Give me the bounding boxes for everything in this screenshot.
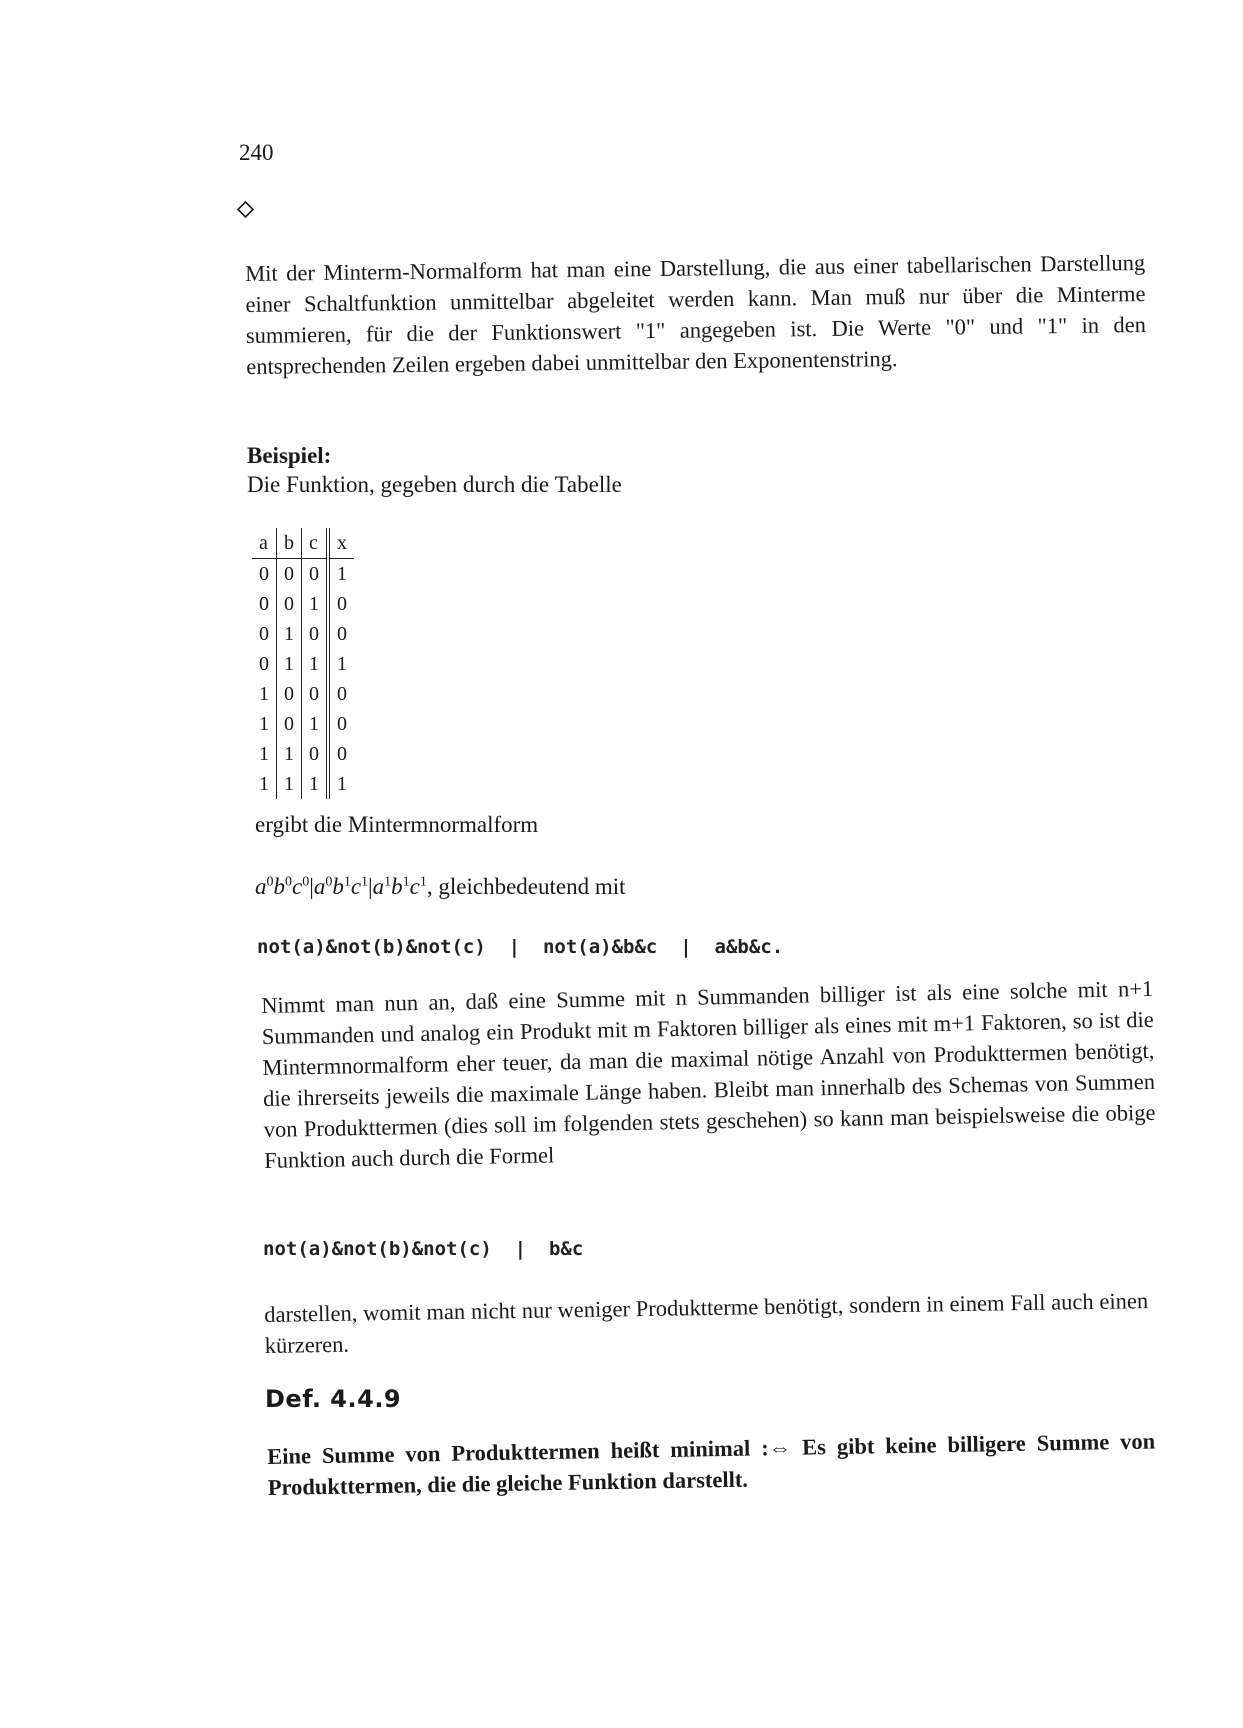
exp: 1 xyxy=(419,874,427,890)
definition-text: Eine Summe von Produkttermen heißt minimal :⇔ Es gibt keine billigere Summe von Produkttermen, die die gleiche Funktion darstellt. xyxy=(267,1428,1156,1500)
exp: 0 xyxy=(285,874,292,890)
cost-paragraph: Nimmt man nun an, daß eine Summe mit n Summanden billiger ist als eine solche mit n+1 Summanden und analog ein Produkt mit m Faktoren billiger als eines mit m+1 Faktoren, so ist die Mintermnormalform eher teuer, da man die maximal nötige Anzahl von Produkttermen benötigt, die ihrerseits jeweils die maximale Länge haben. Bleibt man innerhalb des Schemas von Summen von Produkttermen (dies soll im folgenden stets geschehen) so kann man beispielsweise die obige Funktion auch durch die Formel xyxy=(261,975,1156,1173)
truth-table-header-row xyxy=(252,528,354,559)
cell-x: 0 xyxy=(337,683,347,705)
cell-c: 1 xyxy=(302,589,329,619)
header-x: x xyxy=(328,528,354,559)
cell-a: 1 xyxy=(252,709,277,739)
cell-x: 1 xyxy=(337,563,347,585)
definition-heading: Def. 4.4.9 xyxy=(265,1385,402,1413)
cell-b: 1 xyxy=(277,619,302,649)
var-b: b xyxy=(391,874,403,899)
cell-b: 0 xyxy=(277,709,302,739)
conclusion-paragraph: darstellen, womit man nicht nur weniger Produktterme benötigt, sondern in einem Fall auch einen kürzeren. xyxy=(264,1288,1149,1358)
end-of-proof-diamond-icon xyxy=(237,201,254,218)
var-a: a xyxy=(255,874,267,899)
table-row xyxy=(252,679,354,709)
exp: 0 xyxy=(266,874,274,890)
separator: | xyxy=(309,874,314,899)
table-row xyxy=(252,559,354,590)
cell-b: 0 xyxy=(277,679,302,709)
var-c: c xyxy=(350,874,362,899)
var-a: a xyxy=(372,874,385,899)
table-row xyxy=(252,739,354,769)
page-number: 240 xyxy=(239,140,274,165)
cell-b: 1 xyxy=(277,649,302,679)
minterm-formula xyxy=(255,874,626,900)
formula-suffix: , gleichbedeutend mit xyxy=(426,874,626,899)
var-b: b xyxy=(273,874,285,899)
cell-c: 1 xyxy=(302,769,329,799)
truth-table xyxy=(252,528,354,799)
cell-b: 0 xyxy=(277,559,302,590)
cell-c: 0 xyxy=(302,679,329,709)
cell-x: 1 xyxy=(337,773,347,795)
cell-b: 1 xyxy=(277,739,302,769)
cell-x: 1 xyxy=(337,653,347,675)
table-row xyxy=(252,709,354,739)
header-c: c xyxy=(302,528,329,559)
cell-a: 0 xyxy=(252,649,277,679)
cell-c: 1 xyxy=(302,649,329,679)
intro-paragraph: Mit der Minterm-Normalform hat man eine Darstellung, die aus einer tabellarischen Darstellung einer Schaltfunktion unmittelbar abgeleitet werden kann. Man muß nur über die Minterme summieren, für die der Funktionswert "1" angegeben ist. Die Werte "0" und "1" in den entsprechenden Zeilen ergeben dabei unmittelbar den Exponentenstring. xyxy=(245,250,1147,379)
cell-a: 1 xyxy=(252,769,277,799)
table-row xyxy=(252,589,354,619)
code-formula-short: not(a)&not(b)&not(c) | b&c xyxy=(263,1238,584,1260)
header-b: b xyxy=(277,528,302,559)
cell-x: 0 xyxy=(337,743,347,765)
cell-c: 0 xyxy=(302,559,329,590)
table-row xyxy=(252,619,354,649)
cell-a: 1 xyxy=(252,679,277,709)
exp: 1 xyxy=(402,874,410,890)
var-c: c xyxy=(409,874,420,899)
exp: 1 xyxy=(361,874,369,890)
exp: 1 xyxy=(343,874,351,890)
after-table-text: ergibt die Mintermnormalform xyxy=(255,812,539,837)
exp: 0 xyxy=(325,874,333,890)
cell-a: 1 xyxy=(252,739,277,769)
cell-b: 0 xyxy=(277,589,302,619)
separator: | xyxy=(368,874,373,899)
var-c: c xyxy=(292,874,303,899)
exp: 1 xyxy=(384,874,392,890)
cell-x: 0 xyxy=(337,593,347,615)
var-b: b xyxy=(332,874,344,899)
table-row xyxy=(252,769,354,799)
example-heading: Beispiel: xyxy=(247,443,332,468)
cell-x: 0 xyxy=(337,623,347,645)
var-a: a xyxy=(313,874,326,899)
cell-c: 1 xyxy=(302,709,329,739)
cell-b: 1 xyxy=(277,769,302,799)
code-formula-minterm: not(a)&not(b)&not(c) | not(a)&b&c | a&b&c. xyxy=(257,936,784,958)
cell-a: 0 xyxy=(252,559,277,590)
cell-a: 0 xyxy=(252,589,277,619)
cell-c: 0 xyxy=(302,619,329,649)
header-a: a xyxy=(252,528,277,559)
exp: 0 xyxy=(302,874,310,890)
cell-a: 0 xyxy=(252,619,277,649)
cell-x: 0 xyxy=(337,713,347,735)
table-row xyxy=(252,649,354,679)
cell-c: 0 xyxy=(302,739,329,769)
example-intro-text: Die Funktion, gegeben durch die Tabelle xyxy=(247,472,622,497)
